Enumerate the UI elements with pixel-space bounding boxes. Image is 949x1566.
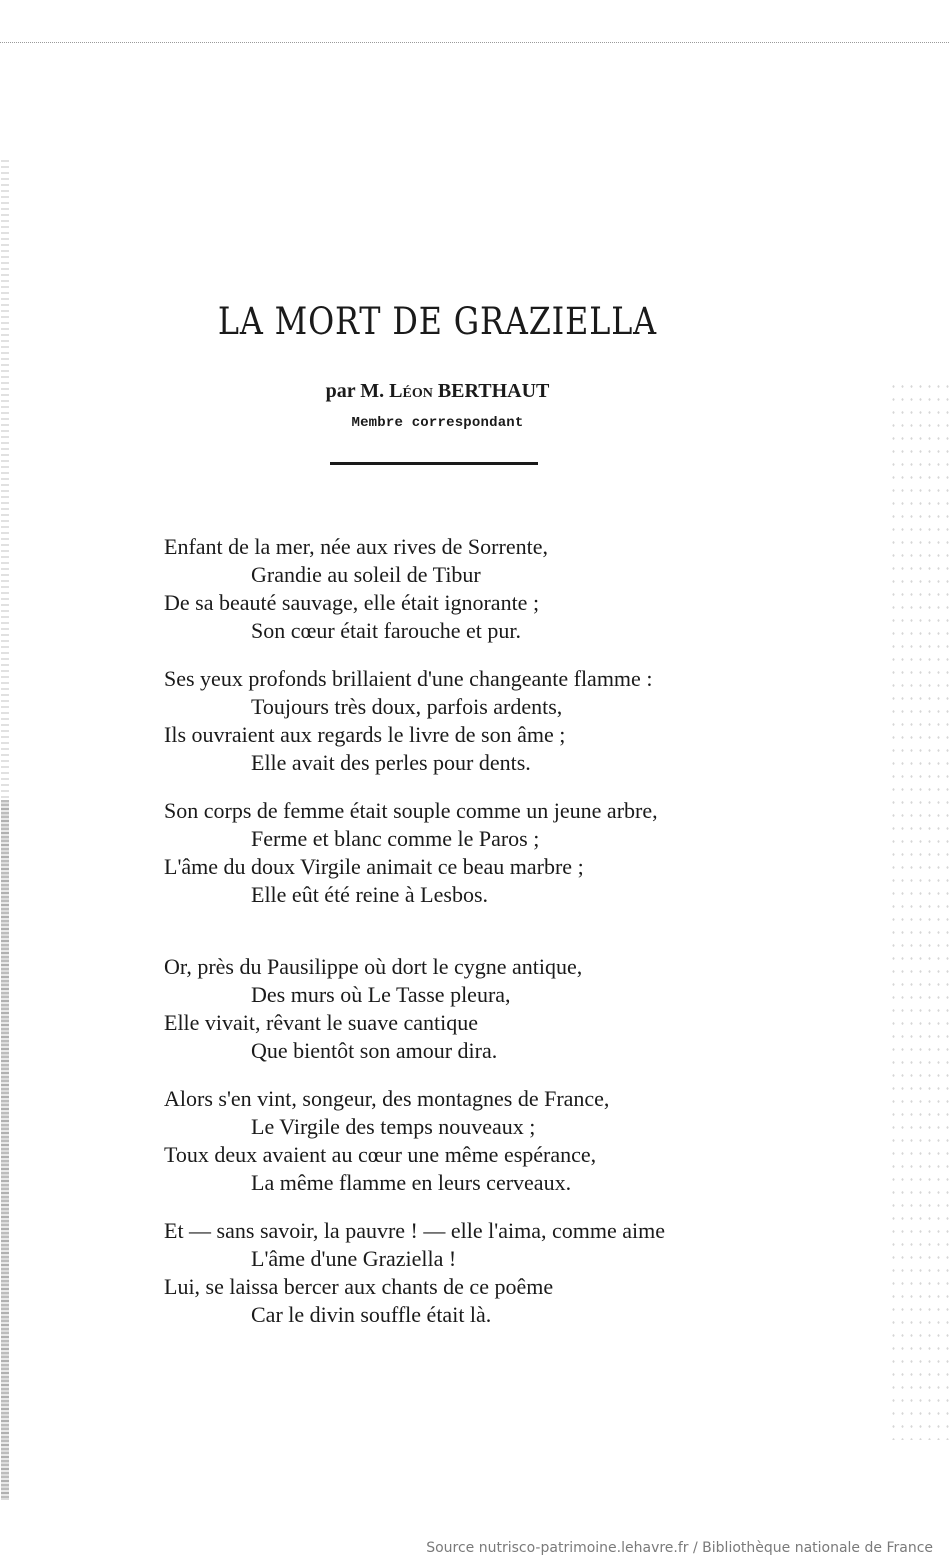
verse-line: Or, près du Pausilippe où dort le cygne antique,	[164, 954, 583, 979]
author-last-name: BERTHAUT	[437, 380, 550, 402]
verse-line: Enfant de la mer, née aux rives de Sorrente,	[164, 534, 548, 559]
stanza	[164, 533, 784, 645]
byline-prefix: par M.	[325, 380, 385, 402]
author-byline	[0, 380, 875, 403]
verse-line: Que bientôt son amour dira.	[251, 1038, 498, 1063]
page-top-edge	[0, 42, 949, 43]
source-credit: Source nutrisco-patrimoine.lehavre.fr / Bibliothèque nationale de France	[426, 1540, 933, 1556]
verse-line: Elle vivait, rêvant le suave cantique	[164, 1010, 478, 1035]
author-role: Membre correspondant	[351, 415, 524, 431]
verse-line: Alors s'en vint, songeur, des montagnes de France,	[164, 1086, 610, 1111]
verse-line: Ferme et blanc comme le Paros ;	[251, 826, 540, 851]
paper-speckle	[889, 380, 949, 1440]
verse-line: L'âme d'une Graziella !	[251, 1246, 457, 1271]
title-divider	[330, 462, 538, 465]
poem-title: LA MORT DE GRAZIELLA	[217, 300, 658, 343]
stanza	[164, 665, 784, 777]
verse-line: Son corps de femme était souple comme un jeune arbre,	[164, 798, 658, 823]
verse-line: Ses yeux profonds brillaient d'une changeante flamme :	[164, 666, 653, 691]
verse-line: Ils ouvraient aux regards le livre de son âme ;	[164, 722, 566, 747]
binding-edge-lower	[1, 800, 9, 1500]
verse-line: De sa beauté sauvage, elle était ignorante ;	[164, 590, 540, 615]
stanza	[164, 953, 784, 1065]
verse-line: Son cœur était farouche et pur.	[251, 618, 522, 643]
verse-line: Elle eût été reine à Lesbos.	[251, 882, 489, 907]
poem-body	[164, 533, 784, 1349]
verse-line: Des murs où Le Tasse pleura,	[251, 982, 511, 1007]
verse-line: Le Virgile des temps nouveaux ;	[251, 1114, 536, 1139]
verse-line: Toujours très doux, parfois ardents,	[251, 694, 563, 719]
verse-line: L'âme du doux Virgile animait ce beau marbre ;	[164, 854, 584, 879]
verse-line: La même flamme en leurs cerveaux.	[251, 1170, 572, 1195]
author-first-name: Léon	[389, 380, 433, 402]
stanza	[164, 797, 784, 909]
verse-line: Car le divin souffle était là.	[251, 1302, 492, 1327]
stanza	[164, 1085, 784, 1197]
verse-line: Grandie au soleil de Tibur	[251, 562, 481, 587]
verse-line: Toux deux avaient au cœur une même espérance,	[164, 1142, 597, 1167]
stanza	[164, 1217, 784, 1329]
verse-line: Elle avait des perles pour dents.	[251, 750, 531, 775]
verse-line: Lui, se laissa bercer aux chants de ce poême	[164, 1274, 554, 1299]
verse-line: Et — sans savoir, la pauvre ! — elle l'aima, comme aime	[164, 1218, 665, 1243]
